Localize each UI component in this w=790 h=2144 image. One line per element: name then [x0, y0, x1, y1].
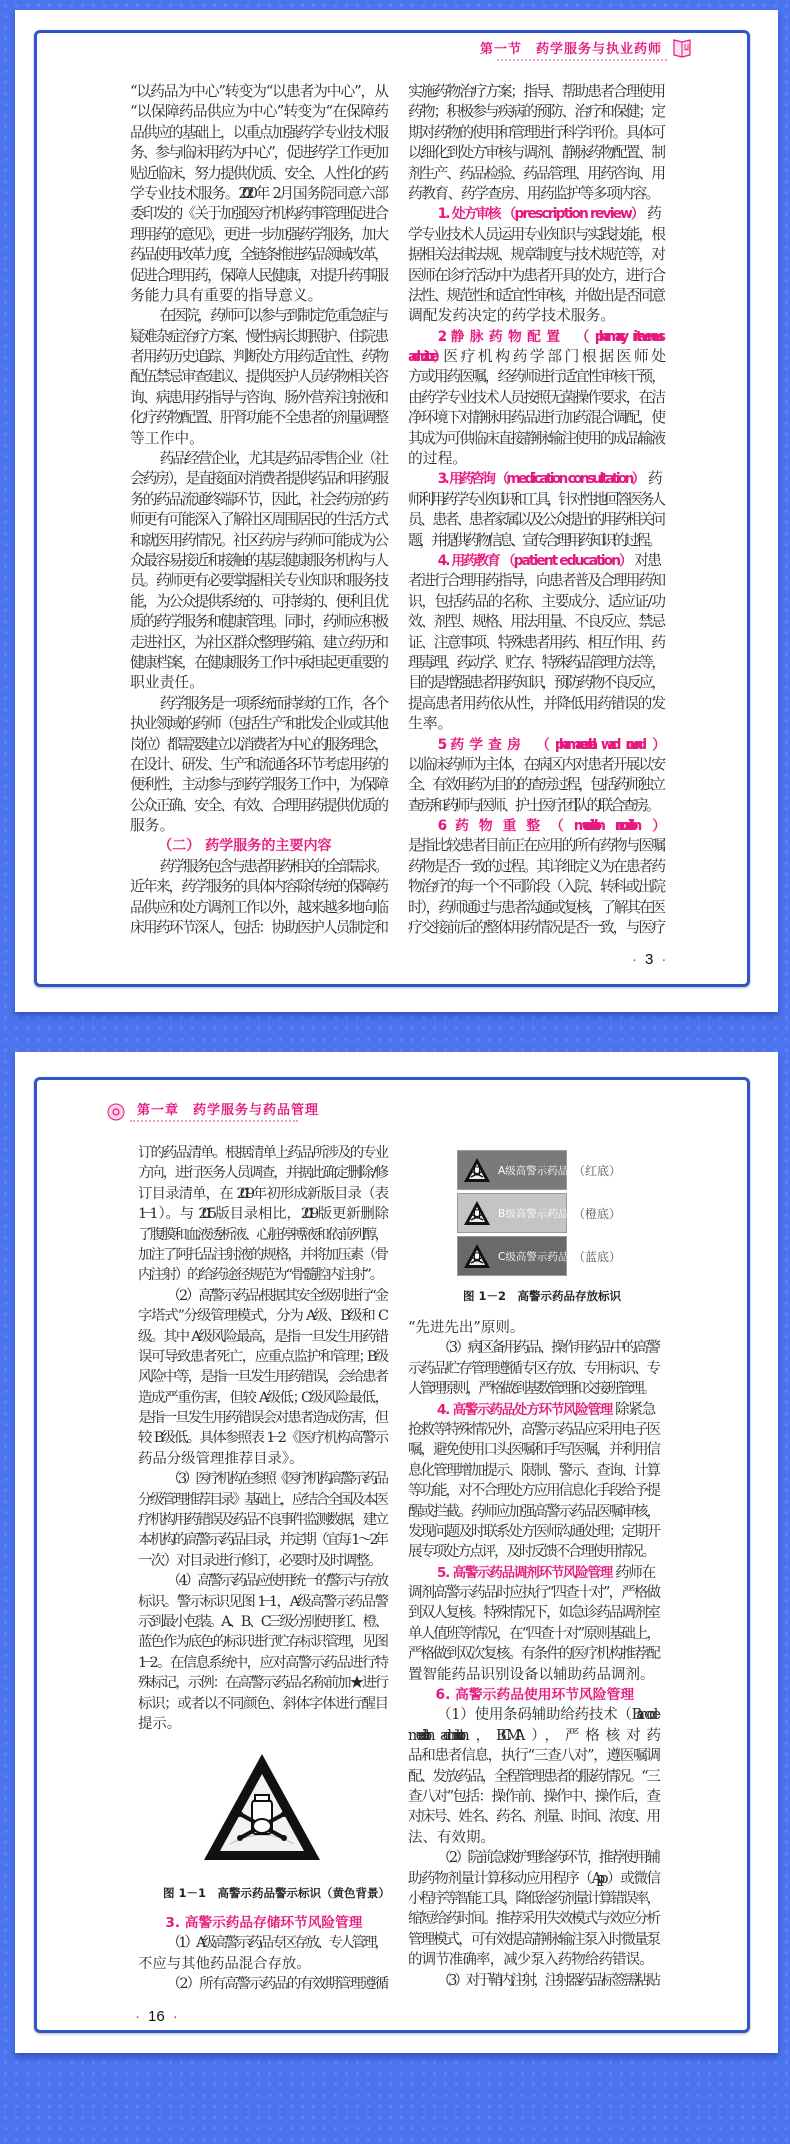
paragraph — [408, 1848, 655, 1970]
text-line: “先进先出”原则。 — [408, 1320, 525, 1336]
text-line: 执业领域的药师（包括生产和批发企业或其他 — [130, 715, 383, 733]
text-line: 配、发放药品，全程管理患者的服药情况。“三 — [408, 1768, 655, 1785]
text-line: “以保障药品供应为中心”转变为“在保障药 — [130, 103, 383, 121]
section-heading: 3. 高警示药品存储环节风险管理 — [165, 1915, 363, 1931]
chapter-header: 第一章 药学服务与药品管理 — [137, 1103, 320, 1118]
text-line: 师利用药学专业知识和工具，针对性地回答医务人 — [408, 490, 660, 508]
text-line: 标识；或者以不同颜色、斜体字体进行醒目 — [138, 1695, 383, 1712]
item-text: 医疗机构药学部门根据医师处 — [443, 348, 660, 366]
paragraph — [130, 82, 383, 306]
paragraph — [408, 1318, 655, 1338]
page-3-left-column — [130, 82, 383, 938]
paragraph — [130, 694, 383, 837]
paragraph — [138, 1469, 383, 1571]
text-line: 助药物剂量计算移动应用程序（App）或微信 — [408, 1870, 655, 1887]
item-heading-line — [408, 347, 660, 367]
paragraph — [408, 1705, 655, 1848]
text-line: （2）院前急救护理给药环节，推荐使用辅 — [437, 1850, 655, 1867]
item-heading-line — [408, 204, 660, 224]
item-title: 6. 药物重整（medication reconciliation） — [437, 818, 660, 835]
text-line: 理用药的意见》，更进一步加强药学服务，加大 — [130, 225, 383, 243]
text-line: 学专业技术人员运用专业知识与实践技能，根 — [408, 225, 660, 243]
text-line: 药品经营企业，尤其是药品零售企业（社 — [159, 450, 383, 468]
text-line: 提示。 — [138, 1715, 182, 1732]
page-16-left-column-bottom — [138, 1913, 383, 1995]
text-line: 促进合理用药，保障人民健康，对提升药事服 — [130, 266, 383, 284]
text-line: 方或用药医嘱，经药师进行适宜性审核干预， — [408, 368, 660, 386]
text-line: 以细化到处方审核与调剂、静脉药物配置、制 — [408, 144, 660, 162]
paragraph — [130, 857, 383, 939]
page-number-value: 3 — [645, 951, 654, 968]
text-line: 1－1）。与 2015 版目录相比，2019 版更新删除 — [138, 1206, 383, 1223]
text-line: 剂生产、药品检验、药品管理、用药咨询、用 — [408, 164, 660, 182]
text-line: 询、病患用药指导与咨询、肠外营养注射液和 — [130, 388, 383, 406]
text-line: 到双人复核。特殊情况下，如急诊药品调剂室 — [408, 1605, 655, 1622]
text-line: 是指一旦发生用药错误会对患者造成伤害，但 — [138, 1410, 383, 1427]
paragraph — [130, 449, 383, 694]
item-heading-line — [408, 551, 660, 571]
paragraph — [130, 306, 383, 449]
paragraph — [408, 551, 660, 735]
text-line: 一次）对目录进行修订，必要时及时调整。 — [138, 1552, 382, 1569]
paragraph — [408, 204, 660, 326]
section-heading: （二） 药学服务的主要内容 — [158, 838, 332, 855]
text-line: 殊标记，示例：在高警示药品名称前加★进行 — [138, 1675, 383, 1692]
text-line: 以临床药师为主体，在病区内对患者开展以安 — [408, 755, 660, 773]
page-number: · 3 · — [632, 951, 667, 968]
text-line: 配伍禁忌审查建议、提供医护人员药物相关咨 — [130, 368, 383, 386]
paragraph — [408, 735, 660, 817]
text-line: 时），药师通过与患者沟通或复核，了解其在医 — [408, 898, 660, 916]
text-line: “以药品为中心”转变为“以患者为中心”，从 — [130, 83, 383, 100]
text-line: 置智能药品识别设备以辅助药品调剂。 — [408, 1666, 655, 1683]
text-line: 员、患者、患者家属以及公众提出的用药相关问 — [408, 511, 660, 529]
text-line: 据相关法律法规、规章制度与技术规范等，对 — [408, 246, 660, 264]
page-16-right-column — [408, 1318, 655, 1991]
text-line: 订目录清单，在 2019 年初形成新版目录（表 — [138, 1185, 383, 1202]
text-line: 药品分级管理推荐目录》。 — [138, 1450, 304, 1467]
text-line: 品和患者信息，执行“三查八对”，遵医嘱调 — [408, 1748, 655, 1765]
text-line: 查八对”包括：操作前、操作中、操作后，查 — [408, 1788, 655, 1805]
text-line: 了腹膜和血液透析液、心脏停搏液和依前列醇， — [138, 1226, 383, 1243]
paragraph — [408, 1400, 655, 1563]
text-line: 委印发的《关于加强医疗机构药事管理促进合 — [130, 205, 383, 223]
item-text: 对患 — [634, 551, 660, 569]
paragraph — [408, 469, 660, 551]
text-line: 品供应的基础上，以重点加强药学专业技术服 — [130, 123, 383, 141]
text-line: （1）使用条码辅助给药技术（Bar code — [437, 1707, 655, 1724]
item-title: 4. 用药教育 （patient education） — [437, 552, 631, 569]
text-line: 是指比较患者目前正在应用的所有药物与医嘱 — [408, 837, 660, 855]
text-line: 对床号、姓名、药名、剂量、时间、浓度、用 — [408, 1809, 655, 1826]
text-line: 疗机构用药错误及药品不良事件监测数据，建立 — [138, 1512, 383, 1529]
text-line: 公众正确、安全、有效、合理用药提供优质的 — [130, 796, 383, 814]
paragraph — [408, 82, 660, 204]
text-line: 不应与其他药品混合存放。 — [138, 1955, 311, 1972]
text-line: （1）A 级高警示药品专区存放、专人管理， — [166, 1935, 383, 1952]
text-line: 造成严重伤害，但较 A 级低；C 级风险最低， — [138, 1389, 383, 1406]
text-line: 床用药环节深人，包括：协助医护人员制定和 — [130, 919, 383, 937]
paragraph — [408, 816, 660, 938]
text-line: 在医院，药师可以参与到制定危重急症与 — [159, 307, 383, 325]
text-line: 题，并提供药物信息、宣传合理用药知识的过程。 — [408, 531, 659, 549]
text-line: 其成为可供临床直接静脉输注使用的成品输液 — [408, 429, 660, 447]
text-line: 误可导致患者死亡，应重点监护和管理；B 级 — [138, 1348, 383, 1365]
text-line: 药品使用改革力度，全链条推进药品领域改革， — [130, 246, 383, 264]
header-divider — [130, 1120, 298, 1122]
text-line: 近年来，药学服务的具体内容除传统的保障药 — [130, 878, 383, 896]
storage-label-color-note: （橙底） — [573, 1207, 622, 1221]
paragraph — [138, 1974, 383, 1994]
text-line: 服务。 — [130, 817, 175, 835]
text-line: 务能力具有重要的指导意义。 — [130, 286, 323, 304]
text-line: 净环境下对静脉用药品进行加药混合调配，使 — [408, 409, 660, 427]
text-line: （3）对于鞘内注射，注射器药品标签需粘贴 — [437, 1972, 655, 1989]
paragraph — [408, 1563, 655, 1685]
storage-label-text: C级高警示药品 — [498, 1250, 569, 1263]
storage-label-color-note: （红底） — [573, 1164, 622, 1178]
text-line: 众最容易接近和接触的基层健康服务机构与人 — [130, 551, 383, 569]
figure-1-1-caption: 图 1－1 高警示药品警示标识（黄色背景） — [163, 1886, 391, 1900]
page-number-value: 16 — [148, 2008, 165, 2025]
text-line: 等工作中。 — [130, 429, 204, 447]
text-line: 管理模式，可有效提高静脉输注泵入时微量泵 — [408, 1931, 655, 1948]
text-line: 员。药师更有必要掌握相关专业知识和服务技 — [130, 572, 383, 590]
warning-triangle-icon — [462, 1242, 492, 1270]
text-line: 订的药品清单。根据清单上药品所涉及的专业 — [138, 1145, 383, 1161]
item-title: 1. 处方审核 （prescription review） — [437, 206, 643, 223]
paragraph — [408, 1971, 655, 1991]
text-line: （3）病区备用药品、操作用药品中的高警 — [437, 1340, 655, 1357]
item-title: 5. 药学查房 （pharmaceutical ward round） — [437, 736, 660, 753]
item-title: 4. 高警示药品处方环节风险管理 — [437, 1401, 613, 1418]
text-line: 便利性，主动参与到药学服务工作中，为保障 — [130, 776, 383, 794]
text-line: 示到最小包装。A、B、C 三级分别使用红、橙、 — [138, 1613, 383, 1630]
text-line: 法性、规范性和适宜性审核，并做出是否同意 — [408, 286, 660, 304]
section-header: 第一节 药学服务与执业药师 — [479, 42, 662, 57]
text-line: 者进行合理用药指导，向患者普及合理用药知 — [408, 572, 660, 590]
text-line: 和就医用药情况。社区药房与药师可能成为公 — [130, 531, 383, 549]
storage-label-c — [457, 1236, 567, 1276]
paragraph — [138, 1143, 383, 1286]
text-line: 法、有效期。 — [408, 1829, 495, 1846]
text-line: 在设计、研发、生产和流通各环节考虑用药的 — [130, 755, 383, 773]
text-line: 药物；积极参与疾病的预防、治疗和保健；定 — [408, 103, 660, 121]
text-line: 发现问题及时联系处方医师沟通处理；定期开 — [408, 1523, 655, 1540]
item-text: 除紧急 — [615, 1401, 655, 1418]
figure-1-2-caption: 图 1－2 高警示药品存放标识 — [463, 1289, 622, 1303]
section-heading: 6. 高警示药品使用环节风险管理 — [435, 1687, 635, 1704]
text-line: 分级管理推荐目录》基础上，应结合全国及本医 — [138, 1491, 383, 1508]
page-3-right-column — [408, 82, 660, 938]
text-line: 品供应和处方调剂工作以外，越来越多地向临 — [130, 898, 383, 916]
text-line: 调配发药决定的药学技术服务。 — [408, 307, 616, 325]
book-icon — [672, 36, 692, 62]
text-line: 缩短给药时间。推荐采用失效模式与效应分析 — [408, 1911, 655, 1928]
text-line: 加注了阿托品注射液的规格，并将加压素（骨 — [138, 1246, 383, 1263]
page-number: · 16 · — [135, 2008, 178, 2025]
text-line: 期对药物的使用和管理进行科学评价。具体可 — [408, 123, 660, 141]
text-line: 职业责任。 — [130, 674, 204, 692]
item-text: 药 — [647, 470, 660, 488]
text-line: 小程序等智能工具，降低给药剂量计算错误率， — [408, 1890, 655, 1907]
text-line: 蓝色作为底色的标识进行贮存标识管理，见图 — [138, 1634, 383, 1651]
text-line: 岗位）都需要建立以消费者为中心的服务理念， — [130, 735, 383, 753]
text-line: 疑难杂症治疗方案、慢性病长期照护、住院患 — [130, 327, 383, 345]
text-line: 1－2。在信息系统中，应对高警示药品进行特 — [138, 1654, 383, 1671]
item-heading-line — [408, 327, 660, 347]
text-line: （4）高警示药品应使用统一的警示与存放 — [166, 1573, 383, 1590]
warning-triangle-icon — [462, 1199, 492, 1227]
text-line: 药学服务是一项系统而持续的工作，各个 — [159, 694, 383, 712]
text-line: 示药品贮存管理遵循专区存放、专用标识、专 — [408, 1360, 655, 1377]
item-heading-line — [408, 816, 660, 836]
text-line: 单人值班等情况，在“四查十对”原则基础上， — [408, 1625, 655, 1642]
high-alert-warning-sign — [200, 1748, 324, 1876]
text-line: 嘱，避免使用口头医嘱和手写医嘱，并利用信 — [408, 1442, 655, 1459]
item-title: 2. 静脉药物配置 （pharmacy intravenous — [437, 328, 660, 345]
item-text: 药 — [647, 205, 660, 223]
text-line: 医师在诊疗活动中为患者开具的处方，进行合 — [408, 266, 660, 284]
item-title: 3. 用药咨询 （medication consultation） — [437, 471, 643, 488]
item-title: admixture） — [408, 349, 442, 366]
text-line: 者用药历史追踪、判断处方用药适宜性、药物 — [130, 348, 383, 366]
text-line: 走进社区，为社区群众整理药箱、建立药历和 — [130, 633, 383, 651]
storage-label-text: B级高警示药品 — [498, 1207, 569, 1220]
text-line: 证、注意事项、特殊患者用药、相互作用、药 — [408, 633, 660, 651]
item-heading-line — [408, 735, 660, 755]
text-line: （2）高警示药品根据其安全级别进行“金 — [166, 1287, 383, 1304]
text-line: 药教育、药学查房、用药监护等多项内容。 — [408, 184, 659, 202]
text-line: 的调节准确率，减少泵入药物给药错误。 — [408, 1952, 653, 1969]
text-line: 提高患者用药依从性，并降低用药错误的发 — [408, 694, 660, 712]
text-line: 本机构的高警示药品目录，并定期（宜每 1～2 年 — [138, 1532, 383, 1549]
text-line: 息化管理增加提示、限制、警示、查询、计算 — [408, 1462, 655, 1479]
text-line: 查房和药师与医师、护士医疗团队的联合查房。 — [408, 796, 658, 814]
item-heading-line — [408, 1563, 655, 1583]
text-line: 效、剂型、规格、用法用量、不良反应、禁忌 — [408, 613, 660, 631]
text-line: 的过程。 — [408, 450, 468, 468]
chapter-icon — [107, 1102, 125, 1126]
text-line: 化疗药物配置、肝肾功能不全患者的剂量调整 — [130, 409, 383, 427]
text-line: 能，为公众提供系统的、可持续的、便利且优 — [130, 592, 383, 610]
paragraph — [138, 1571, 383, 1734]
paragraph — [138, 1933, 383, 1974]
text-line: 质的药学服务和健康管理。同时，药师应积极 — [130, 613, 383, 631]
text-line: （3）医疗机构在参照《医疗机构高警示药品 — [166, 1471, 383, 1488]
storage-label-a — [457, 1150, 567, 1190]
storage-label-color-note: （蓝底） — [573, 1250, 622, 1264]
item-title: 5. 高警示药品调剂环节风险管理 — [437, 1564, 613, 1581]
text-line: 全、有效用药为目的的查房过程，包括药师独立 — [408, 776, 660, 794]
text-line: 醒或拦截。药师应加强高警示药品医嘱审核， — [408, 1503, 655, 1520]
text-line: 由药学专业技术人员按照无菌操作要求，在洁 — [408, 388, 660, 406]
text-line: （2）所有高警示药品的有效期管理遵循 — [166, 1976, 383, 1993]
text-line: 严格做到双次复核。有条件的医疗机构推荐配 — [408, 1646, 655, 1663]
text-line: 内注射）的给药途径规范为“骨髓腔内注射”。 — [138, 1267, 383, 1284]
text-line: 物治疗的每一个不同阶段（入院、转科或出院 — [408, 878, 660, 896]
text-line: 字塔式”分级管理模式，分为 A 级、B 级和 C — [138, 1308, 383, 1325]
text-line: 务的药品流通终端环节，因此，社会药房的药 — [130, 490, 383, 508]
text-line: 标识。警示标识见图 1－1，A 级高警示药品警 — [138, 1593, 383, 1610]
text-line: 药物是否一致的过程。其详细定义为在患者药 — [408, 857, 660, 875]
item-heading-line — [408, 469, 660, 489]
text-line: 疗交接前后的整体用药情况是否一致，与医疗 — [408, 919, 660, 937]
text-line: 会药房），是直接面对消费者提供药品和用药服 — [130, 470, 383, 488]
text-line: 识，包括药品的名称、主要成分、适应证/功 — [408, 592, 660, 610]
paragraph — [408, 1338, 655, 1399]
text-line: 药学服务包含与患者用药相关的全部需求。 — [159, 857, 383, 875]
storage-label-text: A级高警示药品 — [498, 1164, 569, 1177]
text-line: 贴近临床，努力提供优质、安全、人性化的药 — [130, 164, 383, 182]
text-line: 学专业技术服务。2020 年 2 月国务院同意六部 — [130, 184, 383, 202]
text-line: medication administration，BCMA），严格核对药 — [408, 1727, 655, 1744]
text-line: 务、参与临床用药为中心”，促进药学工作更加 — [130, 144, 383, 162]
text-line: 等功能，对不合理处方应用信息化手段给予提 — [408, 1483, 655, 1500]
text-line: 人管理原则，严格做到基数管理和交接班管理。 — [408, 1381, 654, 1398]
text-line: 级。其中 A 级风险最高，是指一旦发生用药错 — [138, 1328, 383, 1345]
paragraph — [138, 1286, 383, 1470]
text-line: 较 B 级低。具体参照表 1－2《医疗机构高警示 — [138, 1430, 383, 1447]
text-line: 实施药物治疗方案；指导、帮助患者合理使用 — [408, 83, 660, 100]
page-16-left-column — [138, 1143, 383, 1734]
text-line: 方向，进行医务人员调查，并据此确定删除/修 — [138, 1165, 383, 1182]
text-line: 展专项处方点评，及时反馈不合理使用情况。 — [408, 1544, 654, 1561]
storage-label-b — [457, 1193, 567, 1233]
text-line: 风险中等，是指一旦发生用药错误，会给患者 — [138, 1369, 383, 1386]
text-line: 抢救等特殊情况外，高警示药品应采用电子医 — [408, 1421, 655, 1438]
text-line: 健康档案，在健康服务工作中承担起更重要的 — [130, 653, 383, 671]
text-line: 生率。 — [408, 715, 453, 733]
text-line: 理毒理、药动学、贮存、特殊药品管理方法等， — [408, 653, 660, 671]
item-heading-line — [408, 1400, 655, 1420]
header-divider — [497, 59, 667, 61]
paragraph — [408, 327, 660, 470]
text-line: 目的是增强患者用药知识，预防药物不良反应， — [408, 674, 660, 692]
text-line: 师更有可能深入了解社区周围居民的生活方式 — [130, 511, 383, 529]
item-text: 药师在 — [615, 1564, 655, 1581]
warning-triangle-icon — [462, 1156, 492, 1184]
text-line: 调剂高警示药品时应执行“四查十对”，严格做 — [408, 1585, 655, 1602]
